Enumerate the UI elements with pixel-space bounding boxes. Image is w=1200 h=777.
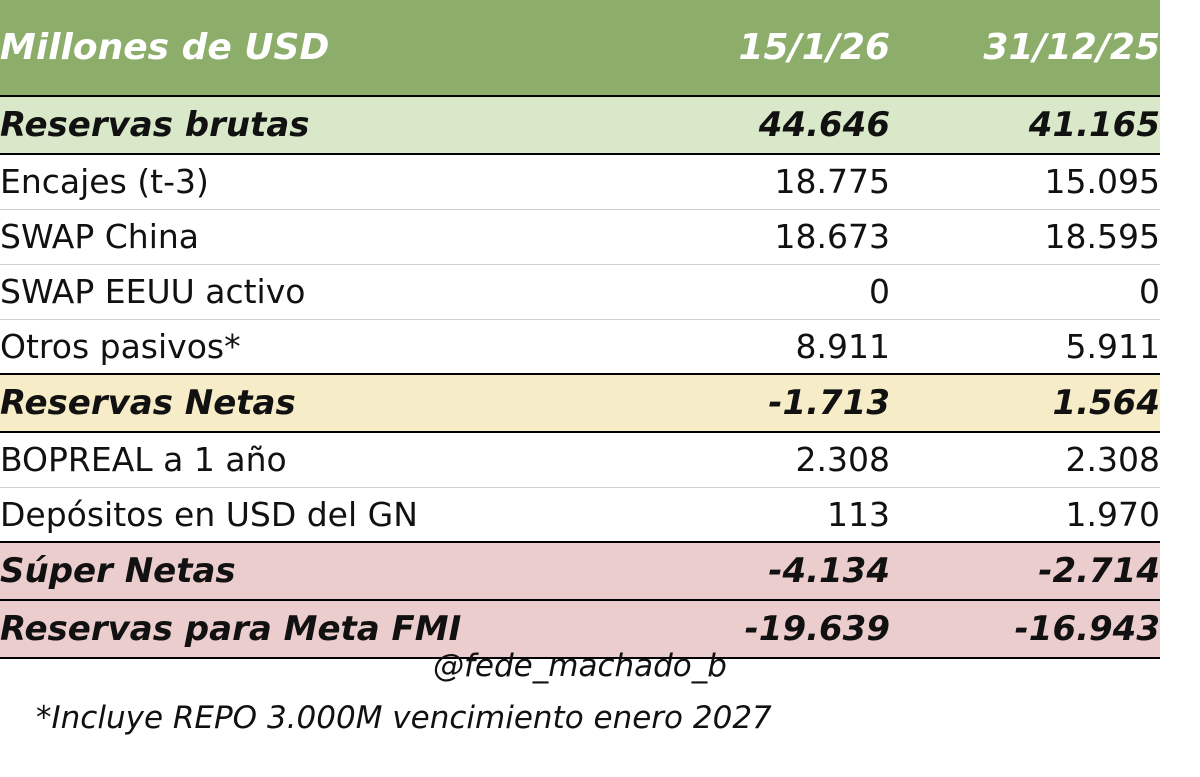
row-value-col1: -1.713 <box>620 374 890 432</box>
header-col2: 31/12/25 <box>890 0 1160 96</box>
row-label: Reservas Netas <box>0 374 620 432</box>
table-row <box>0 264 1160 319</box>
row-value-col2: 0 <box>890 264 1160 319</box>
table-row <box>0 209 1160 264</box>
row-value-col1: 8.911 <box>620 319 890 374</box>
row-value-col1: 113 <box>620 487 890 542</box>
row-value-col2: 18.595 <box>890 209 1160 264</box>
author-handle: @fede_machado_b <box>433 648 727 684</box>
row-label: Otros pasivos* <box>0 319 620 374</box>
row-label: SWAP China <box>0 209 620 264</box>
row-label: SWAP EEUU activo <box>0 264 620 319</box>
row-value-col1: 2.308 <box>620 432 890 487</box>
row-value-col2: 5.911 <box>890 319 1160 374</box>
table-row <box>0 96 1160 154</box>
row-label: Súper Netas <box>0 542 620 600</box>
row-value-col1: 0 <box>620 264 890 319</box>
row-label: Reservas para Meta FMI <box>0 600 620 658</box>
table-header-row <box>0 0 1160 96</box>
header-col1: 15/1/26 <box>620 0 890 96</box>
table-row <box>0 487 1160 542</box>
row-value-col1: 44.646 <box>620 96 890 154</box>
row-value-col1: -4.134 <box>620 542 890 600</box>
table-row <box>0 154 1160 209</box>
table-row <box>0 542 1160 600</box>
row-value-col2: 41.165 <box>890 96 1160 154</box>
row-value-col2: 15.095 <box>890 154 1160 209</box>
table-row <box>0 374 1160 432</box>
row-label: Depósitos en USD del GN <box>0 487 620 542</box>
footnote: *Incluye REPO 3.000M vencimiento enero 2027 <box>36 700 772 736</box>
row-value-col2: 1.970 <box>890 487 1160 542</box>
row-value-col2: -16.943 <box>890 600 1160 658</box>
row-label: Reservas brutas <box>0 96 620 154</box>
row-value-col1: 18.775 <box>620 154 890 209</box>
table-row <box>0 319 1160 374</box>
row-label: Encajes (t-3) <box>0 154 620 209</box>
row-value-col1: -19.639 <box>620 600 890 658</box>
row-value-col2: -2.714 <box>890 542 1160 600</box>
row-value-col2: 1.564 <box>890 374 1160 432</box>
table-body <box>0 96 1160 658</box>
row-label: BOPREAL a 1 año <box>0 432 620 487</box>
table-row <box>0 432 1160 487</box>
row-value-col1: 18.673 <box>620 209 890 264</box>
row-value-col2: 2.308 <box>890 432 1160 487</box>
header-label: Millones de USD <box>0 0 620 96</box>
